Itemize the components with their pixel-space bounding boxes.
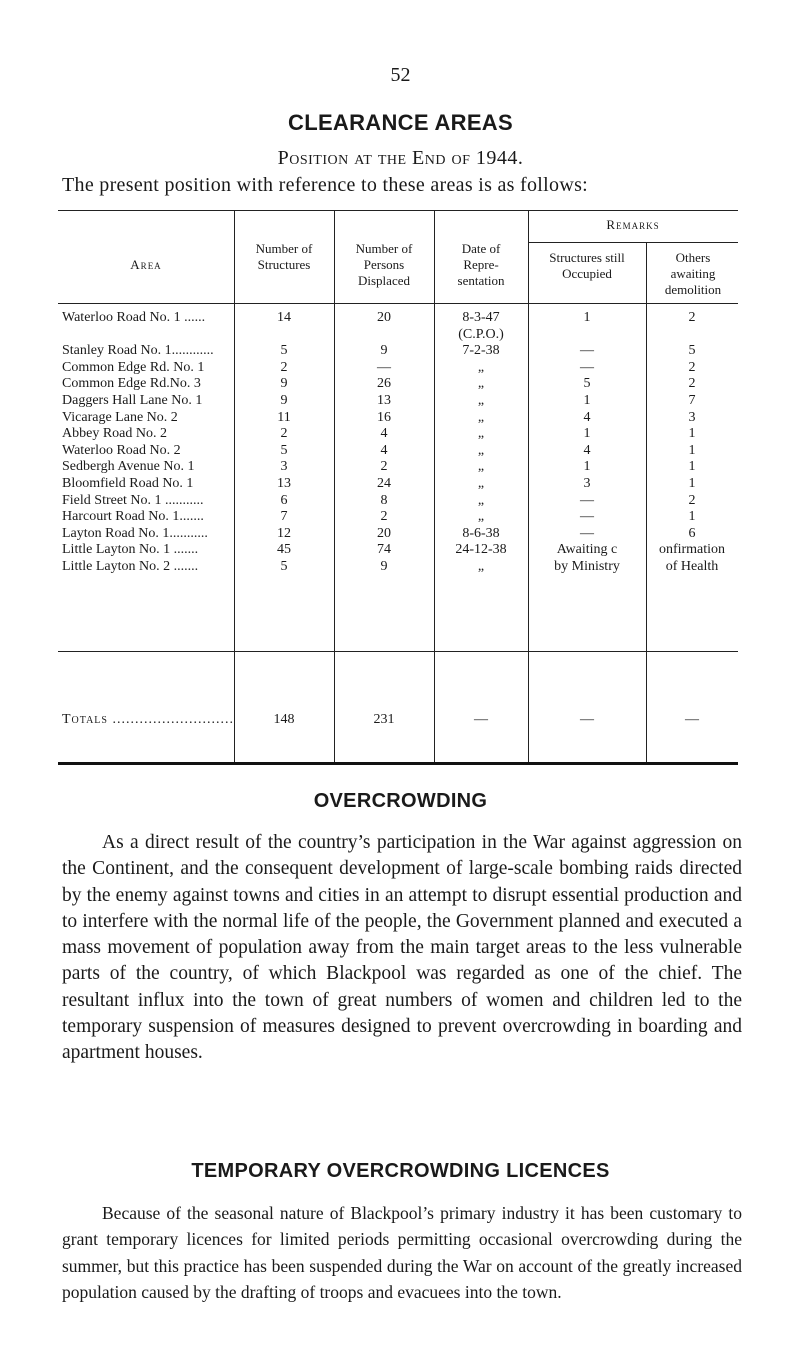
cell-persons: 20 xyxy=(377,525,391,541)
cell-awaiting: 2 xyxy=(688,376,696,392)
page-number: 52 xyxy=(390,64,411,86)
cell-awaiting: 2 xyxy=(688,359,696,375)
cell-area: Harcourt Road No. 1....... xyxy=(62,509,204,525)
cell-area: Abbey Road No. 2 xyxy=(62,426,167,442)
cell-structures: 3 xyxy=(280,459,288,475)
cell-occupied: 3 xyxy=(583,476,591,491)
cell-structures: 9 xyxy=(280,393,288,408)
cell-date: 8-6-38 xyxy=(462,525,500,541)
page-subtitle: Position at the End of 1944. xyxy=(277,147,524,169)
intro-text: The present position with reference to these areas is as follows: xyxy=(62,174,589,196)
cell-occupied: 4 xyxy=(583,409,591,425)
cell-date: 8-3-47 xyxy=(462,310,500,325)
cell-structures: 11 xyxy=(277,409,291,425)
cell-awaiting: 2 xyxy=(688,310,696,325)
cell-date: „ xyxy=(477,492,485,508)
cell-structures: 5 xyxy=(280,343,288,359)
cell-structures: 5 xyxy=(280,442,288,458)
licences-heading: TEMPORARY OVERCROWDING LICENCES xyxy=(191,1160,610,1182)
cell-area: Daggers Hall Lane No. 1 xyxy=(62,393,203,408)
cell-date: „ xyxy=(477,442,485,458)
cell-structures: 45 xyxy=(277,542,291,558)
header-date: Date of Repre- sentation xyxy=(457,241,505,288)
cell-occupied: 1 xyxy=(583,310,591,325)
cell-area: Stanley Road No. 1............ xyxy=(62,343,214,359)
cell-date: „ xyxy=(477,359,485,375)
cell-date: (C.P.O.) xyxy=(458,326,504,342)
cell-area: Layton Road No. 1........... xyxy=(62,525,208,541)
totals-occupied: — xyxy=(580,712,594,727)
page-title: CLEARANCE AREAS xyxy=(288,110,513,135)
cell-structures: 12 xyxy=(277,525,291,541)
cell-structures: 5 xyxy=(280,559,288,574)
totals-persons: 231 xyxy=(373,712,395,727)
cell-occupied: 4 xyxy=(583,442,591,458)
header-persons: Number of Persons Displaced xyxy=(355,241,413,288)
cell-date: „ xyxy=(477,459,485,475)
cell-awaiting: 3 xyxy=(688,409,696,425)
cell-structures: 6 xyxy=(280,492,288,508)
totals-awaiting: — xyxy=(685,712,699,727)
cell-awaiting: 1 xyxy=(688,476,696,491)
cell-awaiting: 1 xyxy=(688,442,696,458)
header-awaiting-demolition: Others awaiting demolition xyxy=(664,250,722,297)
cell-occupied: — xyxy=(580,359,594,375)
cell-awaiting: 6 xyxy=(688,525,696,541)
cell-date: „ xyxy=(477,476,485,491)
cell-persons: 20 xyxy=(377,310,391,325)
totals-rule xyxy=(58,651,738,652)
cell-occupied: Awaiting c xyxy=(556,542,618,558)
cell-persons: 4 xyxy=(380,426,388,442)
cell-area: Vicarage Lane No. 2 xyxy=(62,409,178,425)
cell-persons: 9 xyxy=(380,343,388,359)
overcrowding-paragraph: As a direct result of the country’s participation in the War against aggression on the Continent, and the consequent development of large-scale bombing raids directed by the enemy against towns and cities in an attempt to disrupt essential production and to interfere with the normal life of the people, the Government planned and executed a mass movement of population away from the main target areas to the less vulnerable parts of the country, of which Blackpool was regarded as one of the chief. The resultant influx into the town of great numbers of women and children led to the temporary suspension of measures designed to prevent overcrowding in boarding and apartment houses. xyxy=(62,832,742,1064)
cell-structures: 14 xyxy=(277,310,291,325)
cell-awaiting: 1 xyxy=(688,426,696,442)
clearance-areas-table xyxy=(58,210,738,763)
cell-occupied: 1 xyxy=(583,426,591,442)
table-bottom-rule xyxy=(58,762,738,765)
cell-awaiting: 1 xyxy=(688,459,696,475)
header-remarks: Remarks xyxy=(606,217,660,232)
licences-paragraph: Because of the seasonal nature of Blackpool’s primary industry it has been customary to grant temporary licences for limited periods permitting occasional overcrowding during the summer, but this practice has been suspended during the War on account of the greatly increased population caused by the drafting of troops and evacuees into the town. xyxy=(62,1203,742,1302)
cell-occupied: — xyxy=(580,492,594,508)
cell-persons: 74 xyxy=(377,542,391,558)
totals-structures: 148 xyxy=(273,712,295,727)
header-still-occupied: Structures still Occupied xyxy=(549,250,625,281)
cell-occupied: — xyxy=(580,525,594,541)
cell-structures: 13 xyxy=(277,476,291,491)
cell-occupied: — xyxy=(580,343,594,359)
cell-occupied: 1 xyxy=(583,393,591,408)
remarks-rule xyxy=(528,242,738,243)
cell-occupied: — xyxy=(580,509,594,525)
cell-area: Common Edge Rd.No. 3 xyxy=(62,376,201,392)
cell-date: 7-2-38 xyxy=(462,343,500,359)
header-structures: Number of Structures xyxy=(255,241,313,272)
header-area: Area xyxy=(130,257,162,272)
cell-occupied: by Ministry xyxy=(554,559,620,574)
cell-area: Bloomfield Road No. 1 xyxy=(62,476,194,491)
cell-structures: 9 xyxy=(280,376,288,392)
cell-structures: 2 xyxy=(280,359,288,375)
cell-persons: 13 xyxy=(377,393,391,408)
cell-area: Waterloo Road No. 1 ...... xyxy=(62,310,206,325)
cell-date: „ xyxy=(477,509,485,525)
cell-structures: 7 xyxy=(280,509,288,525)
cell-date: „ xyxy=(477,393,485,408)
cell-date: „ xyxy=(477,409,485,425)
cell-persons: 9 xyxy=(380,559,388,574)
cell-persons: — xyxy=(377,359,391,375)
cell-awaiting: of Health xyxy=(665,559,719,574)
cell-area: Waterloo Road No. 2 xyxy=(62,442,181,458)
cell-structures: 2 xyxy=(280,426,288,442)
cell-date: „ xyxy=(477,426,485,442)
cell-area: Common Edge Rd. No. 1 xyxy=(62,359,205,375)
cell-awaiting: 2 xyxy=(688,492,696,508)
cell-persons: 2 xyxy=(380,509,388,525)
cell-persons: 16 xyxy=(377,409,391,425)
totals-label: Totals ........................... xyxy=(62,712,234,727)
cell-area: Little Layton No. 2 ....... xyxy=(62,559,199,574)
overcrowding-heading: OVERCROWDING xyxy=(313,790,488,812)
totals-date: — xyxy=(474,712,488,727)
cell-date: „ xyxy=(477,376,485,392)
cell-occupied: 1 xyxy=(583,459,591,475)
cell-awaiting: onfirmation xyxy=(658,542,726,558)
cell-persons: 24 xyxy=(377,476,391,491)
cell-date: 24-12-38 xyxy=(455,542,507,558)
cell-occupied: 5 xyxy=(583,376,591,392)
cell-awaiting: 5 xyxy=(688,343,696,359)
cell-area: Little Layton No. 1 ....... xyxy=(62,542,199,558)
cell-persons: 8 xyxy=(380,492,388,508)
cell-persons: 26 xyxy=(377,376,391,392)
cell-area: Sedbergh Avenue No. 1 xyxy=(62,459,195,475)
cell-area: Field Street No. 1 ........... xyxy=(62,492,204,508)
cell-persons: 2 xyxy=(380,459,388,475)
cell-awaiting: 7 xyxy=(688,393,696,408)
cell-date: „ xyxy=(477,559,485,574)
cell-persons: 4 xyxy=(380,442,388,458)
cell-awaiting: 1 xyxy=(688,509,696,525)
header-rule xyxy=(58,303,738,304)
